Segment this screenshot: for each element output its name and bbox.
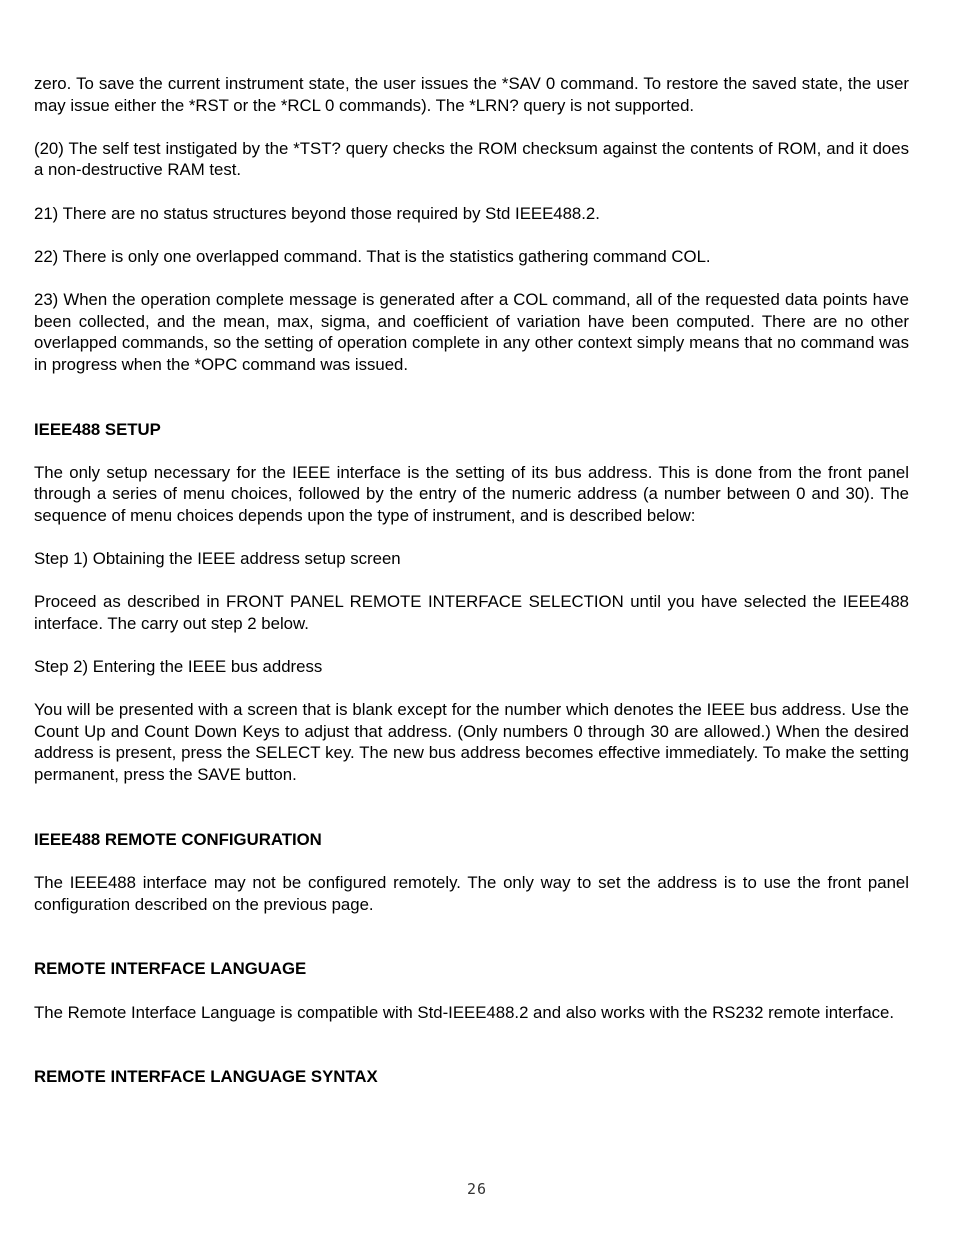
spacer (34, 570, 909, 592)
spacer (34, 786, 909, 829)
spacer (34, 224, 909, 246)
spacer (34, 181, 909, 203)
spacer (34, 375, 909, 418)
page-number: 26 (466, 1180, 488, 1198)
spacer (34, 915, 909, 958)
heading-remote-configuration: IEEE488 REMOTE CONFIGURATION (34, 829, 322, 849)
paragraph-operation-complete: 23) When the operation complete message is generated after a COL command, all of the requested data points have been collected, and the mean, max, sigma, and coefficient of variation have been computed. There are no other overlapped commands, so the setting of operation complete in any other context simply means that no command was in progress when the *OPC command was issued. (34, 289, 909, 374)
paragraph-remote-interface-language: The Remote Interface Language is compatible with Std-IEEE488.2 and also works with the RS232 remote interface. (34, 1002, 895, 1022)
paragraph-self-test: (20) The self test instigated by the *TST? query checks the ROM checksum against the contents of ROM, and it does a non-destructive RAM test. (34, 138, 909, 180)
paragraph-setup-intro: The only setup necessary for the IEEE interface is the setting of its bus address. This is done from the front panel through a series of menu choices, followed by the entry of the numeric address (a number between 0 and 30). The sequence of menu choices depends upon the type of instrument, and is described below: (34, 462, 909, 525)
spacer (34, 440, 909, 462)
spacer (34, 116, 909, 138)
spacer (34, 980, 909, 1002)
paragraph-status-structures: 21) There are no status structures beyond those required by Std IEEE488.2. (34, 203, 600, 223)
heading-language-syntax: REMOTE INTERFACE LANGUAGE SYNTAX (34, 1067, 378, 1087)
heading-ieee488-setup: IEEE488 SETUP (34, 419, 161, 439)
step2-title: Step 2) Entering the IEEE bus address (34, 657, 323, 677)
heading-remote-interface-language: REMOTE INTERFACE LANGUAGE (34, 959, 307, 979)
step1-title: Step 1) Obtaining the IEEE address setup screen (34, 549, 401, 569)
spacer (34, 850, 909, 872)
paragraph-overlapped-command: 22) There is only one overlapped command. That is the statistics gathering command COL. (34, 246, 711, 266)
spacer (34, 678, 909, 700)
spacer (34, 526, 909, 548)
document-body (34, 73, 909, 1088)
spacer (34, 634, 909, 656)
step1-text: Proceed as described in FRONT PANEL REMOTE INTERFACE SELECTION until you have selected the IEEE488 interface. The carry out step 2 below. (34, 592, 909, 633)
spacer (34, 267, 909, 289)
step2-text: You will be presented with a screen that is blank except for the number which denotes the IEEE bus address. Use the Count Up and Count Down Keys to adjust that address. (Only numbers 0 through 30 are allowed.) When the desired address is present, press the SELECT key. The new bus address becomes effective immediately. To make the setting permanent, press the SAVE button. (34, 700, 909, 784)
paragraph-sav-rcl: zero. To save the current instrument state, the user issues the *SAV 0 command. To restore the saved state, the user may issue either the *RST or the *RCL 0 commands). The *LRN? query is not supported. (34, 74, 909, 115)
spacer (34, 1023, 909, 1066)
paragraph-remote-configuration: The IEEE488 interface may not be configured remotely. The only way to set the address is to use the front panel configuration described on the previous page. (34, 872, 909, 914)
